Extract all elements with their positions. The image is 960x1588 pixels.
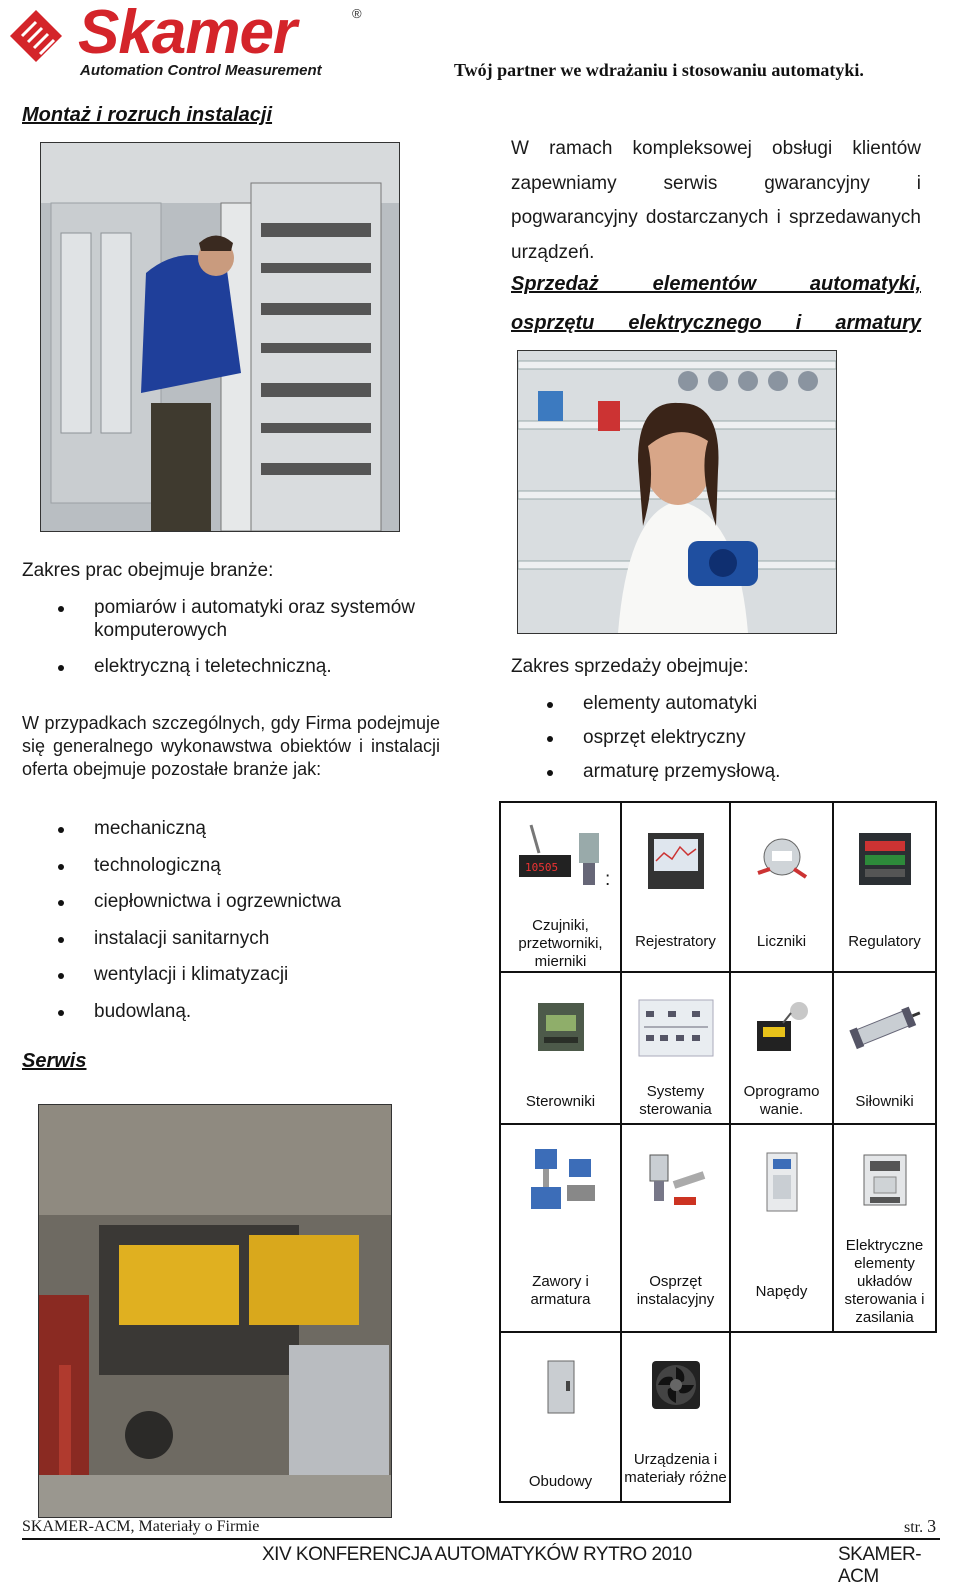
contactor-icon xyxy=(860,1151,910,1209)
conference-name: XIV KONFERENCJA AUTOMATYKÓW RYTRO 2010 xyxy=(262,1544,692,1565)
service-description: W ramach kompleksowej obsługi klientów zapewniamy serwis gwarancyjny i pogwarancyjny dostarczanych i sprzedawanych urządzeń. xyxy=(511,138,921,263)
list-item: technologiczną xyxy=(94,854,444,877)
product-cell xyxy=(622,803,729,971)
registered-mark: ® xyxy=(352,6,362,21)
product-cell xyxy=(501,973,620,1123)
product-cell xyxy=(622,973,729,1123)
enclosure-icon xyxy=(546,1359,576,1415)
page-num: 3 xyxy=(927,1516,937,1536)
product-cell xyxy=(731,803,832,971)
recorder-icon xyxy=(646,831,706,891)
stray-colon: : xyxy=(605,869,611,890)
other-industry-list xyxy=(94,817,444,1023)
sensor-icon xyxy=(513,823,609,893)
industry-list xyxy=(94,596,444,678)
list-item: pomiarów i automatyki oraz systemów komputerowych xyxy=(94,596,444,642)
software-icon xyxy=(753,999,811,1055)
product-cell xyxy=(501,803,620,971)
valve-icon xyxy=(523,1145,599,1215)
product-label: Czujniki, przetworniki, mierniki xyxy=(518,917,603,970)
skamer-logo-icon xyxy=(8,8,64,64)
product-label: Urządzenia i materiały różne xyxy=(624,1451,727,1486)
product-label: Oprogramo wanie. xyxy=(743,1083,820,1118)
list-item: mechaniczną xyxy=(94,817,444,840)
product-cell xyxy=(501,1125,620,1331)
general-contract-paragraph: W przypadkach szczególnych, gdy Firma podejmuje się generalnego wykonawstwa obiektów i instalacji oferta obejmuje pozostałe branże jak: xyxy=(22,713,440,779)
logo-wordmark: Skamer xyxy=(78,0,297,67)
section-title-installation: Montaż i rozruch instalacji xyxy=(22,104,273,126)
technician-photo xyxy=(40,142,400,532)
sales-title-line1: Sprzedaż elementów automatyki, xyxy=(511,273,921,295)
product-cell xyxy=(834,973,935,1123)
bottom-band xyxy=(0,1544,960,1587)
page-prefix: str. xyxy=(904,1519,924,1536)
work-scope-intro: Zakres prac obejmuje branże: xyxy=(22,560,274,581)
svg-text:10505: 10505 xyxy=(524,861,558,874)
actuator-icon xyxy=(847,1003,923,1053)
plc-icon xyxy=(536,1001,586,1053)
control-system-icon xyxy=(638,999,714,1057)
product-cell xyxy=(834,1125,935,1331)
controller-icon xyxy=(857,831,913,887)
logo-subtitle: Automation Control Measurement xyxy=(80,62,322,79)
fitting-icon xyxy=(644,1151,708,1215)
product-label: Napędy xyxy=(755,1283,808,1300)
list-item: budowlaną. xyxy=(94,1000,444,1023)
product-cell xyxy=(834,803,935,971)
product-cell xyxy=(731,973,832,1123)
fan-icon xyxy=(650,1359,702,1411)
product-label: Zawory i armatura xyxy=(530,1273,591,1308)
product-label: Liczniki xyxy=(756,933,807,950)
product-table xyxy=(499,801,937,1503)
list-item: instalacji sanitarnych xyxy=(94,927,444,950)
sales-list xyxy=(583,692,883,783)
product-label: Rejestratory xyxy=(635,933,716,950)
list-item: armaturę przemysłową. xyxy=(583,760,883,783)
footer-left: SKAMER-ACM, Materiały o Firmie xyxy=(22,1518,260,1535)
product-cell xyxy=(731,1125,832,1331)
boiler-room-photo xyxy=(38,1104,392,1518)
company-code: SKAMER-ACM xyxy=(838,1544,922,1587)
saleswoman-photo xyxy=(517,350,837,634)
tagline: Twój partner we wdrażaniu i stosowaniu automatyki. xyxy=(454,60,864,80)
meter-icon xyxy=(754,833,810,885)
product-cell xyxy=(622,1125,729,1331)
sales-scope-intro: Zakres sprzedaży obejmuje: xyxy=(511,656,749,677)
list-item: wentylacji i klimatyzacji xyxy=(94,963,444,986)
list-item: elementy automatyki xyxy=(583,692,883,715)
list-item: osprzęt elektryczny xyxy=(583,726,883,749)
product-label: Osprzęt instalacyjny xyxy=(636,1273,715,1308)
product-label: Sterowniki xyxy=(525,1093,596,1110)
page-number xyxy=(904,1516,936,1537)
footer-divider xyxy=(22,1538,940,1540)
product-label: Regulatory xyxy=(848,933,921,950)
sales-title-line2: osprzętu elektrycznego i armatury xyxy=(511,312,921,334)
product-label: Elektryczne elementy układów sterowania i zasilania xyxy=(844,1237,925,1326)
section-title-service: Serwis xyxy=(22,1050,87,1072)
list-item: elektryczną i teletechniczną. xyxy=(94,655,444,678)
product-label: Systemy sterowania xyxy=(639,1083,712,1118)
product-cell xyxy=(501,1333,620,1501)
product-label: Obudowy xyxy=(528,1473,593,1490)
drive-icon xyxy=(765,1151,799,1213)
list-item: ciepłownictwa i ogrzewnictwa xyxy=(94,890,444,913)
product-label: Siłowniki xyxy=(855,1093,914,1110)
product-cell xyxy=(622,1333,729,1501)
